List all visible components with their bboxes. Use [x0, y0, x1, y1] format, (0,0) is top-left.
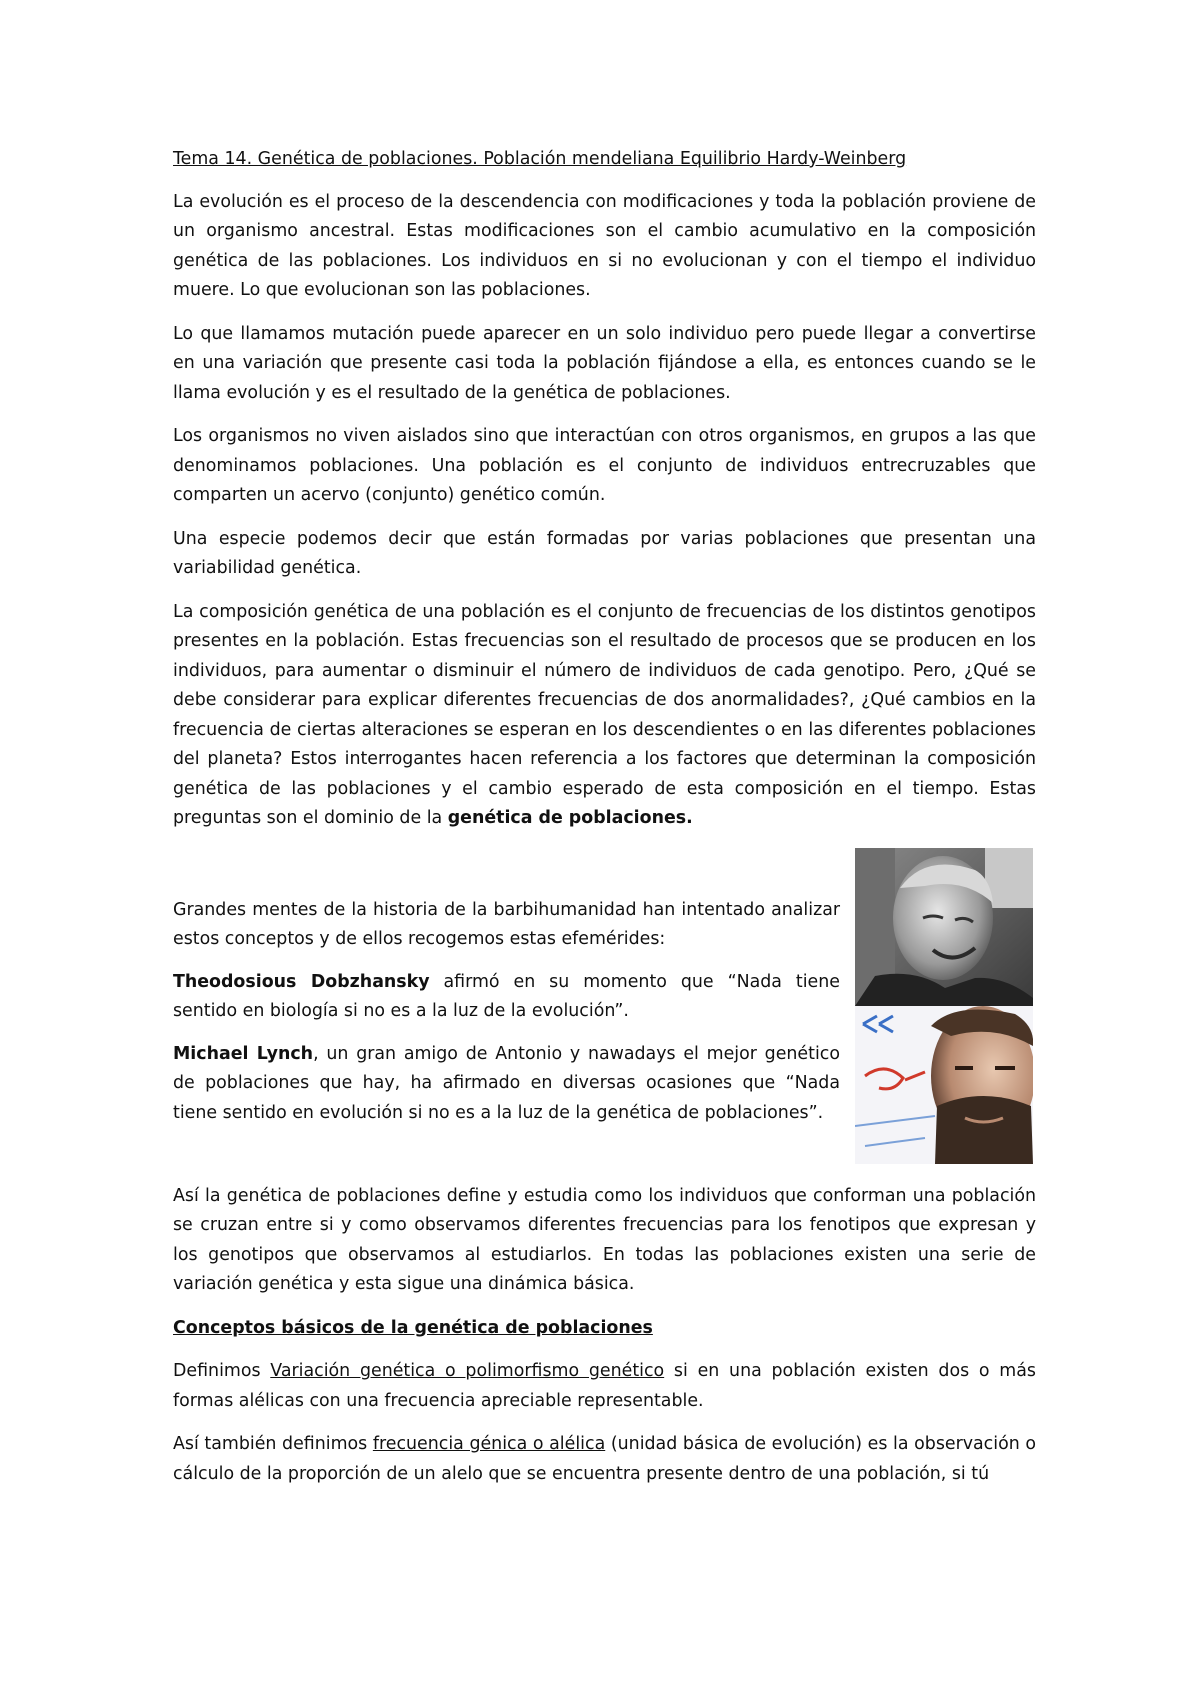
quotes-text-column [173, 896, 840, 1142]
portrait-dobzhansky-image [855, 848, 1033, 1006]
paragraph-genetic-composition-text: La composición genética de una población es el conjunto de frecuencias de los distintos genotipos presentes en la población. Estas frecuencias son el resultado de procesos que se producen en los individuos, para aumentar o disminuir el número de individuos de cada genotipo. Pero, ¿Qué se debe considerar para explicar diferentes frecuencias de dos anormalidades?, ¿Qué cambios en la frecuencia de ciertas alteraciones se esperan en los descendientes o en las diferentes poblaciones del planeta? Estos interrogantes hacen referencia a los factores que determinan la composición genética de las poblaciones y el cambio esperado de esta composición en el tiempo. Estas preguntas son el dominio de la [173, 601, 1036, 828]
term-frecuencia-genica: frecuencia génica o alélica [372, 1434, 606, 1454]
section-heading-concepts: Conceptos básicos de la genética de poblaciones [173, 1317, 653, 1338]
quote-dobzhansky [173, 968, 840, 1027]
paragraph-organisms: Los organismos no viven aislados sino que interactúan con otros organismos, en grupos a las que denominamos poblaciones. Una población es el conjunto de individuos entrecruzables que comparten un acervo (conjunto) genético común. [173, 426, 1036, 505]
quote-lynch-text: , un gran amigo de Antonio y nawadays el mejor genético de poblaciones que hay, ha afirmado en diversas ocasiones que “Nada tiene sentido en evolución si no es a la luz de la genética de poblaciones”. [173, 1043, 840, 1123]
portrait-lynch-image [855, 1006, 1033, 1164]
paragraph-allele-frequency [173, 1430, 1036, 1489]
paragraph-variation-definition [173, 1357, 1036, 1416]
portrait-column [855, 848, 1033, 1164]
name-dobzhansky: Theodosious Dobzhansky [173, 971, 430, 992]
paragraph-evolution: La evolución es el proceso de la descendencia con modificaciones y toda la población proviene de un organismo ancestral. Estas modificaciones son el cambio acumulativo en la composición genética de las poblaciones. Los individuos en si no evolucionan y con el tiempo el individuo muere. Lo que evolucionan son las poblaciones. [173, 191, 1036, 300]
term-variacion-genetica: Variación genética o polimorfismo genético [270, 1361, 665, 1381]
paragraph-species: Una especie podemos decir que están formadas por varias poblaciones que presentan una variabilidad genética. [173, 528, 1036, 578]
frequency-rest: (unidad básica de evolución) es la observación o cálculo de la proporción de un alelo que se encuentra presente dentro de una población, si tú [173, 1434, 1036, 1484]
name-lynch: Michael Lynch [173, 1043, 314, 1064]
variation-intro: Definimos [173, 1361, 271, 1381]
page-title: Tema 14. Genética de poblaciones. Población mendeliana Equilibrio Hardy-Weinberg [173, 149, 907, 169]
quote-dobzhansky-text: afirmó en su momento que “Nada tiene sentido en biología si no es a la luz de la evolución”. [173, 971, 840, 1021]
paragraph-genetic-composition [173, 598, 1036, 834]
document-body [173, 145, 1036, 1503]
variation-rest: si en una población existen dos o más formas alélicas con una frecuencia apreciable representable. [173, 1361, 1036, 1411]
quote-lynch [173, 1040, 840, 1129]
bold-genetica-poblaciones: genética de poblaciones. [447, 808, 693, 828]
paragraph-great-minds: Grandes mentes de la historia de la barbihumanidad han intentado analizar estos conceptos y de ellos recogemos estas efemérides: [173, 899, 840, 949]
paragraph-mutation: Lo que llamamos mutación puede aparecer en un solo individuo pero puede llegar a convertirse en una variación que presente casi toda la población fijándose a ella, es entonces cuando se le llama evolución y es el resultado de la genética de poblaciones. [173, 323, 1036, 403]
quotes-section [173, 848, 1036, 1160]
paragraph-population-genetics: Así la genética de poblaciones define y estudia como los individuos que conforman una población se cruzan entre si y como observamos diferentes frecuencias para los fenotipos que expresan y los genotipos que observamos al estudiarlos. En todas las poblaciones existen una serie de variación genética y esta sigue una dinámica básica. [173, 1185, 1036, 1294]
frequency-intro: Así también definimos [173, 1434, 373, 1454]
